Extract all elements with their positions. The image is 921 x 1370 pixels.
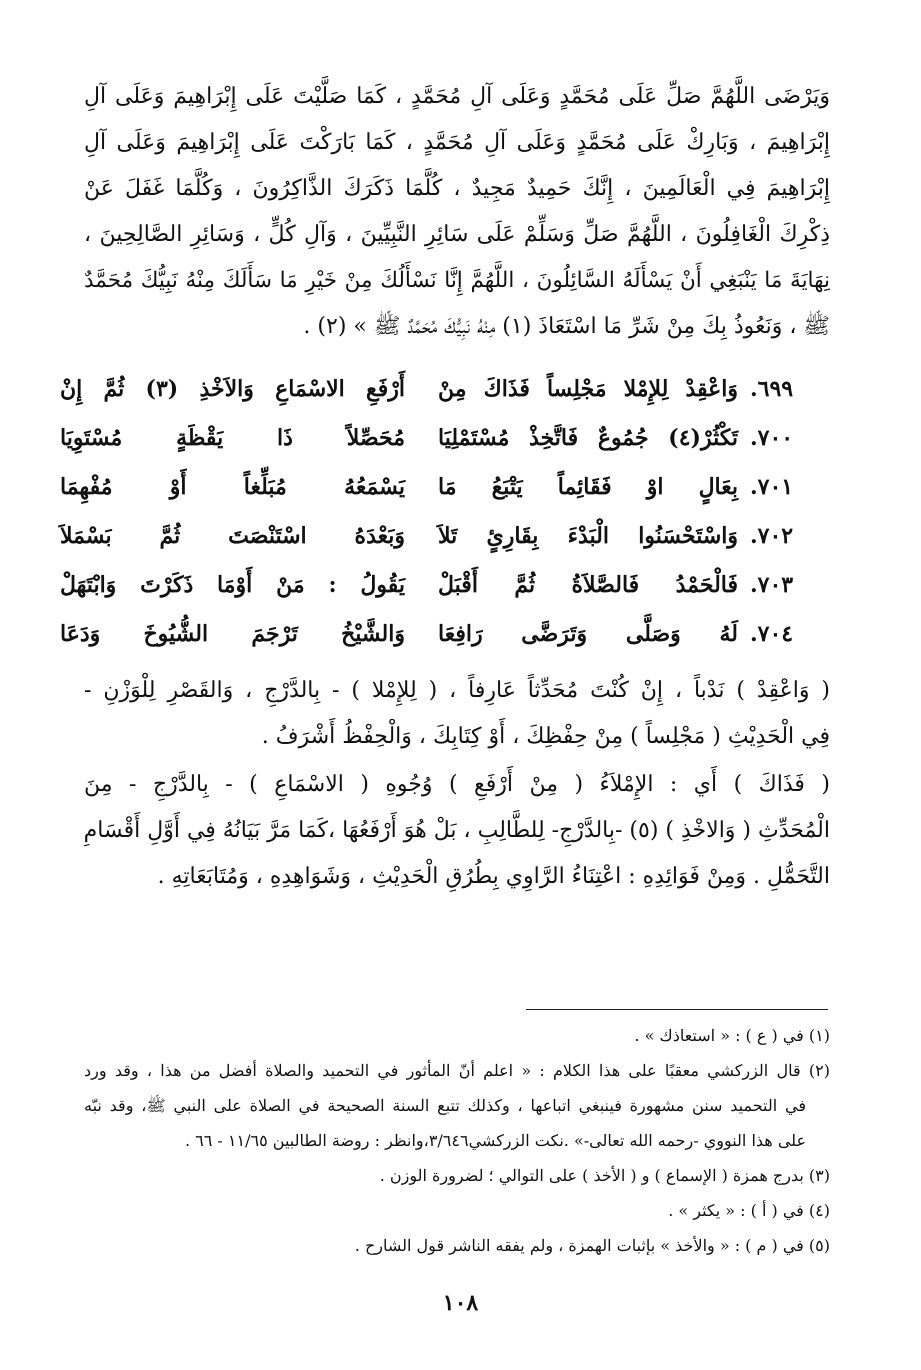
footnote-2-continued: في التحميد سنن مشهورة فينبغي اتباعها ، وكذلك تتبع السنة الصحيحة في الصلاة على النبي ﷺ، وقد نبّه — [84, 1096, 806, 1115]
verse-second-hemistich: يَسْمَعُهُ مُبَلِّغاً أَوْ مُفْهِمَا — [60, 474, 405, 500]
verse-second-hemistich: وَبَعْدَهُ اسْتَنْصَتَ ثُمَّ بَسْمَلاَ — [60, 523, 405, 549]
intro-line: إِبْرَاهِيمَ ، وَبَارِكْ عَلَى مُحَمَّدٍ وَعَلَى آلِ مُحَمَّدٍ ، كَمَا بَارَكْتَ عَلَى إِبْرَاهِيمَ وَعَلَى آلِ — [84, 130, 830, 155]
verse-number: ٧٠٠. — [750, 425, 794, 451]
verse-row — [60, 463, 830, 512]
footnote-label: (٣) — [808, 1166, 830, 1185]
page-number: ١٠٨ — [442, 1290, 479, 1316]
intro-line: ذِكْرِكَ الْغَافِلُونَ ، اللَّهُمَّ صَلِّ وَسَلِّمْ عَلَى سَائِرِ النَّبِيِّينَ ، وَآلِ كُلٍّ ، وَسَائِرِ الصَّالِحِينَ ، — [84, 222, 830, 247]
footnotes — [84, 1018, 830, 1263]
intro-line: وَيَرْضَى اللَّهُمَّ صَلِّ عَلَى مُحَمَّدٍ وَعَلَى آلِ مُحَمَّدٍ ، كَمَا صَلَّيْتَ عَلَى إِبْرَاهِيمَ وَعَلَى آلِ — [84, 84, 830, 109]
commentary-line: ( فَذَاكَ ) أَي : الإِمْلاَءُ ( مِنْ أَرْفَعِ ) وُجُوهِ ( الاسْمَاعِ ) - بِالدَّرْجِ - مِنَ — [84, 772, 830, 797]
footnote-text: قال الزركشي معقبًا على هذا الكلام : « اعلم أنّ المأثور في التحميد والصلاة أفضل من هذا ، وقد ورد — [84, 1061, 801, 1080]
verse-row — [60, 610, 830, 659]
verse-number: ٧٠١. — [750, 474, 794, 500]
verse-second-hemistich: وَالشَّيْخُ تَرْجَمَ الشُّيُوخَ وَدَعَا — [60, 621, 405, 647]
footnote-label: (٤) — [808, 1201, 830, 1220]
footnote-divider — [526, 1009, 828, 1010]
verse-row — [60, 365, 830, 414]
footnote-label: (٢) — [808, 1061, 830, 1080]
verse-block — [60, 365, 830, 659]
verse-second-hemistich: أَرْفَعِ الاسْمَاعِ وَالاَخْذِ (٣) ثُمَّ إِنْ — [60, 376, 406, 402]
verse-first-hemistich: وَاعْقِدْ لِلإِمْلا مَجْلِساً فَذَاكَ مِنْ — [438, 376, 738, 402]
commentary-line: فِي الْحَدِيْثِ ( مَجْلِساً ) مِنْ حِفْظِكَ ، أَوْ كِتَابِكَ ، وَالْحِفْظُ أَشْرَفُ . — [261, 724, 830, 749]
footnote-5 — [84, 1228, 830, 1263]
intro-paragraph — [84, 74, 830, 350]
footnote-label: (١) — [808, 1026, 830, 1045]
intro-line: إِبْرَاهِيمَ فِي الْعَالَمِينَ ، إِنَّكَ حَمِيدٌ مَجِيدٌ ، كُلَّمَا ذَكَرَكَ الذَّاكِرُونَ ، وَكُلَّمَا غَفَلَ عَنْ — [84, 176, 830, 201]
verse-first-hemistich: فَالْحَمْدُ فَالصَّلاَةُ ثُمَّ أَقْبَلْ — [438, 572, 738, 598]
verse-second-hemistich: مُحَصِّلاً ذَا يَقْظَةٍ مُسْتَوِيَا — [60, 425, 405, 451]
footnote-text: في ( ع ) : « استعاذك » . — [634, 1026, 804, 1045]
footnote-label: (٥) — [808, 1236, 830, 1255]
footnote-text: بدرج همزة ( الإسماع ) و ( الأخذ ) على التوالي ؛ لضرورة الوزن . — [379, 1166, 804, 1185]
verse-number: ٧٠٤. — [750, 621, 794, 647]
footnote-text: في ( م ) : « والأخذ » بإثبات الهمزة ، ولم يفقه الناشر قول الشارح . — [354, 1236, 804, 1255]
verse-row — [60, 414, 830, 463]
footnote-1 — [84, 1018, 830, 1053]
verse-number: ٦٩٩. — [750, 376, 794, 402]
verse-number: ٧٠٣. — [750, 572, 794, 598]
commentary-paragraph — [84, 668, 830, 760]
verse-row — [60, 512, 830, 561]
commentary-paragraph — [84, 762, 830, 900]
footnote-4 — [84, 1193, 830, 1228]
verse-number: ٧٠٢. — [750, 523, 794, 549]
verse-first-hemistich: وَاسْتَحْسَنُوا الْبَدْءَ بِقَارِئٍ تَلاَ — [438, 523, 738, 549]
intro-line: ﷺ ، وَنَعُوذُ بِكَ مِنْ شَرِّ مَا اسْتَعَاذَ (١) مِنْهُ نَبِيُّكَ مُحَمَّدٌ ﷺ » (٢) . — [303, 314, 830, 339]
verse-second-hemistich: يَقُولُ : مَنْ أَوْمَا ذَكَرْتَ وَابْتَهَلْ — [60, 572, 405, 598]
footnote-2-continued: على هذا النووي -رحمه الله تعالى-» .نكت الزركشي٣/٦٤٦،وانظر : روضة الطالبين ١١/٦٥ - ٦٦ . — [184, 1131, 806, 1150]
footnote-2 — [84, 1053, 830, 1088]
commentary-line: التَّحَمُّلِ . وَمِنْ فَوَائِدِهِ : اعْتِنَاءُ الرَّاوِي بِطُرُقِ الْحَدِيْثِ ، وَشَوَاهِدِهِ ، وَمُتَابَعَاتِهِ . — [157, 864, 830, 889]
commentary-line: الْمُحَدِّثِ ( وَالاخْذِ ) (٥) -بِالدَّرْجِ- لِلطَّالِبِ ، بَلْ هُوَ أَرْفَعُهَا ،كَمَا مَرَّ بَيَانُهُ فِي أَوَّلِ أَقْسَامِ — [84, 818, 830, 843]
verse-first-hemistich: تَكْثُرْ(٤) جُمُوعٌ فَاتَّخِذْ مُسْتَمْلِيَا — [438, 425, 738, 451]
verse-first-hemistich: لَهُ وَصَلَّى وَتَرَضَّى رَافِعَا — [438, 621, 738, 647]
verse-first-hemistich: بِعَالٍ اوْ فَقَائِماً يَتْبَعُ مَا — [438, 474, 738, 500]
footnote-text: في ( أ ) : « يكثر » . — [668, 1201, 804, 1220]
commentary-line: ( وَاعْقِدْ ) نَدْباً ، إِنْ كُنْتَ مُحَدِّثاً عَارِفاً ، ( لِلإِمْلا ) - بِالدَّرْجِ ، وَالقَصْرِ لِلْوَزْنِ - — [84, 678, 830, 703]
intro-line: نِهَايَةَ مَا يَنْبَغِي أَنْ يَسْأَلَهُ السَّائِلُونَ ، اللَّهُمَّ إِنَّا نَسْأَلُكَ مِنْ خَيْرِ مَا سَأَلَكَ مِنْهُ نَبِيُّكَ مُحَمَّدٌ — [84, 268, 830, 293]
verse-row — [60, 561, 830, 610]
footnote-3 — [84, 1158, 830, 1193]
